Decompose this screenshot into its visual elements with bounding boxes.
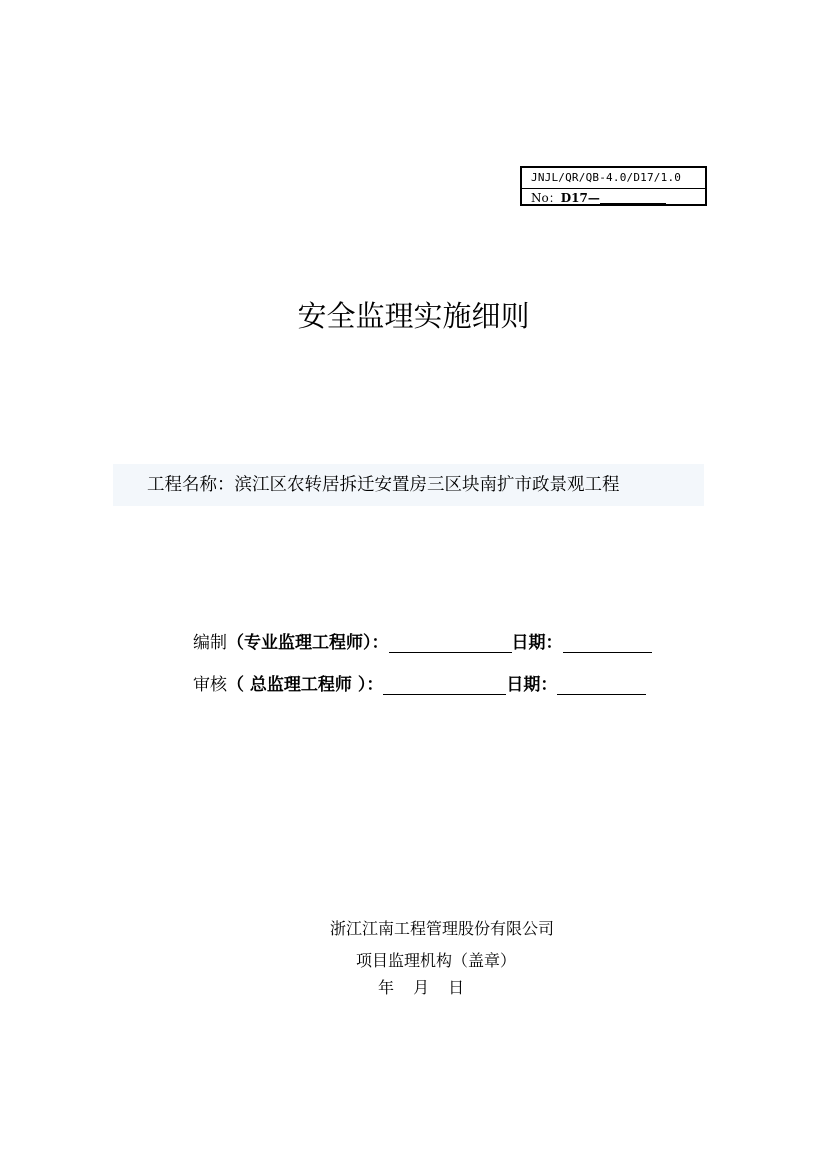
number-value: D17—	[560, 191, 600, 205]
review-signature-row	[193, 670, 646, 695]
project-name: 滨江区农转居拆迁安置房三区块南扩市政景观工程	[234, 475, 620, 495]
document-code-box	[520, 166, 707, 206]
supervision-org: 项目监理机构（盖章）	[356, 951, 517, 970]
compile-date-field[interactable]	[563, 634, 652, 653]
number-blank-line	[600, 203, 666, 204]
project-name-band	[113, 464, 704, 506]
company-name: 浙江江南工程管理股份有限公司	[330, 919, 555, 938]
review-signature-field[interactable]	[383, 676, 506, 695]
compile-signature-row	[193, 628, 652, 653]
document-number	[522, 189, 705, 207]
number-label: No：	[531, 191, 561, 205]
review-label: 审核	[193, 675, 227, 695]
compile-signature-field[interactable]	[389, 634, 512, 653]
form-code: JNJL/QR/QB-4.0/D17/1.0	[522, 168, 705, 189]
review-date-label: 日期：	[506, 675, 558, 695]
seal-date: 年 月 日	[378, 978, 465, 997]
review-role: （ 总监理工程师 ）：	[227, 675, 384, 695]
compile-role: （专业监理工程师）：	[227, 633, 389, 653]
compile-label: 编制	[193, 633, 227, 653]
document-title: 安全监理实施细则	[297, 299, 530, 333]
review-date-field[interactable]	[557, 676, 646, 695]
project-label: 工程名称：	[147, 475, 235, 495]
compile-date-label: 日期：	[511, 633, 563, 653]
